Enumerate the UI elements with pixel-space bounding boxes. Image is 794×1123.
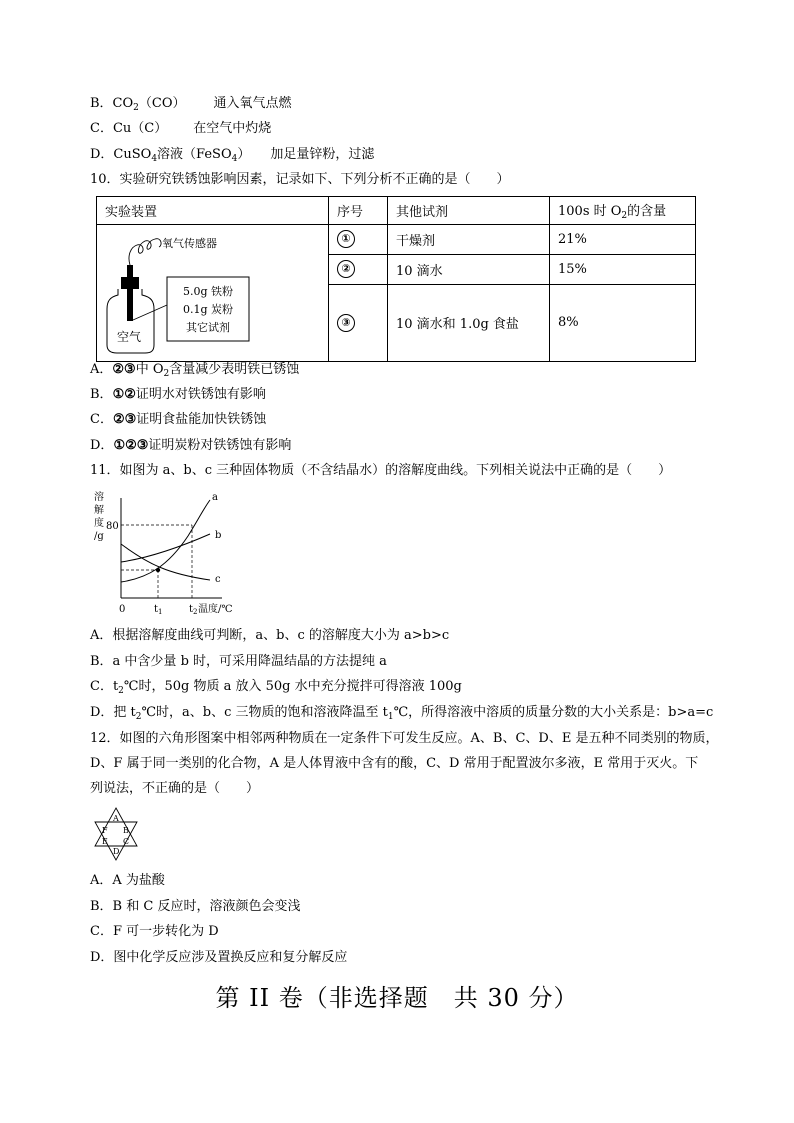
q12-option-a: A．A 为盐酸 <box>90 873 165 888</box>
xtick-t1: $t_1$ <box>154 604 163 616</box>
ylabel-4: /g <box>94 531 104 542</box>
intersection-point <box>156 568 160 572</box>
curve-label-b: b <box>215 530 222 541</box>
q11-stem: 11．如图为 a、b、c 三种固体物质（不含结晶水）的溶解度曲线。下列相关说法中正确的是（ ） <box>90 463 672 478</box>
section-title: 第 II 卷（非选择题 共 30 分） <box>215 984 579 1012</box>
q9-option-b: B．$CO_2(CO)$ 通入氧气点燃 <box>90 96 292 113</box>
xlabel: 温度/℃ <box>198 604 233 615</box>
q10-stem: 10．实验研究铁锈蚀影响因素，记录如下、下列分析不正确的是（ ） <box>90 172 510 187</box>
q12-stem-line1: 12．如图的六角形图案中相邻两种物质在一定条件下可发生反应。A、B、C、D、E 是五种不同类别的物质， <box>90 731 719 746</box>
apparatus-cell <box>97 225 329 362</box>
q12-stem-line2: D、F 属于同一类别的化合物，A 是人体胃液中含有的酸，C、D 常用于配置波尔多液，E 常用于灭火。下 <box>90 756 699 771</box>
origin-label: 0 <box>119 604 126 615</box>
curve-b <box>121 534 210 562</box>
q10-option-d: D．①②③证明炭粉对铁锈蚀有影响 <box>90 438 292 453</box>
q12-option-c: C．F 可一步转化为 D <box>90 924 219 939</box>
ylabel-3: 度 <box>94 518 104 529</box>
hex-label-b: B <box>123 826 129 835</box>
q10-option-b: B．①②证明水对铁锈蚀有影响 <box>90 387 266 402</box>
q12-option-d: D．图中化学反应涉及置换反应和复分解反应 <box>90 950 348 965</box>
hex-label-d: D <box>113 847 120 856</box>
row1-o2: 21% <box>550 225 696 255</box>
box-line2: 0.1g 炭粉 <box>182 303 234 316</box>
apparatus-diagram <box>97 225 327 357</box>
header-o2: 100s 时 $O_2$的含量 <box>550 197 696 225</box>
q12-option-b: B．B 和 C 反应时，溶液颜色会变浅 <box>90 899 301 914</box>
box-line1: 5.0g 铁粉 <box>182 285 234 298</box>
q11-option-b: B．a 中含少量 b 时，可采用降温结晶的方法提纯 a <box>90 654 387 669</box>
q11-option-d: D．把 $t_2℃$时，a、b、c 三物质的饱和溶液降温至 $t_1℃$，所得溶液中溶质的质量分数的大小关系是：b>a=c <box>90 705 714 722</box>
ylabel-2: 解 <box>94 505 104 516</box>
q12-stem-line3: 列说法，不正确的是（ ） <box>90 781 260 796</box>
row1-reagent: 干燥剂 <box>388 225 550 255</box>
curve-label-c: c <box>215 574 221 585</box>
row3-o2: 8% <box>550 284 696 361</box>
hex-label-a: A <box>113 814 119 823</box>
hex-label-e: E <box>102 837 108 846</box>
ylabel-1: 溶 <box>94 492 104 503</box>
row3-no: ③ <box>329 284 388 361</box>
box-line3: 其它试剂 <box>186 321 230 334</box>
row2-no: ② <box>329 254 388 284</box>
hex-label-c: C <box>123 837 130 846</box>
ytick-80: 80 <box>106 521 119 532</box>
row2-reagent: 10 滴水 <box>388 254 550 284</box>
xtick-t2: $t_2$ <box>189 604 198 616</box>
q9-option-d: D．CuSO$_4$溶液（FeSO$_4$） 加足量锌粉，过滤 <box>90 147 375 164</box>
q11-option-a: A．根据溶解度曲线可判断，a、b、c 的溶解度大小为 a>b>c <box>90 628 450 643</box>
solubility-chart <box>88 488 248 618</box>
q9-option-c: C．Cu（C） 在空气中灼烧 <box>90 121 272 136</box>
hex-label-f: F <box>102 826 108 835</box>
air-label: 空气 <box>117 330 142 344</box>
sensor-label: 氧气传感器 <box>162 237 217 250</box>
q10-option-c: C．②③证明食盐能加快铁锈蚀 <box>90 412 267 427</box>
q10-table <box>96 196 696 362</box>
row3-reagent: 10 滴水和 1.0g 食盐 <box>388 284 550 361</box>
curve-label-a: a <box>212 492 218 503</box>
q10-option-a: A．②③中 $O_2$含量减少表明铁已锈蚀 <box>90 362 300 379</box>
header-reagent: 其他试剂 <box>388 197 550 225</box>
header-apparatus: 实验装置 <box>97 197 329 225</box>
row2-o2: 15% <box>550 254 696 284</box>
hexagram-diagram <box>90 806 142 862</box>
header-no: 序号 <box>329 197 388 225</box>
q11-option-c: C．$t_2℃$时，50g 物质 a 放入 50g 水中充分搅拌可得溶液 100g <box>90 679 462 696</box>
row1-no: ① <box>329 225 388 255</box>
